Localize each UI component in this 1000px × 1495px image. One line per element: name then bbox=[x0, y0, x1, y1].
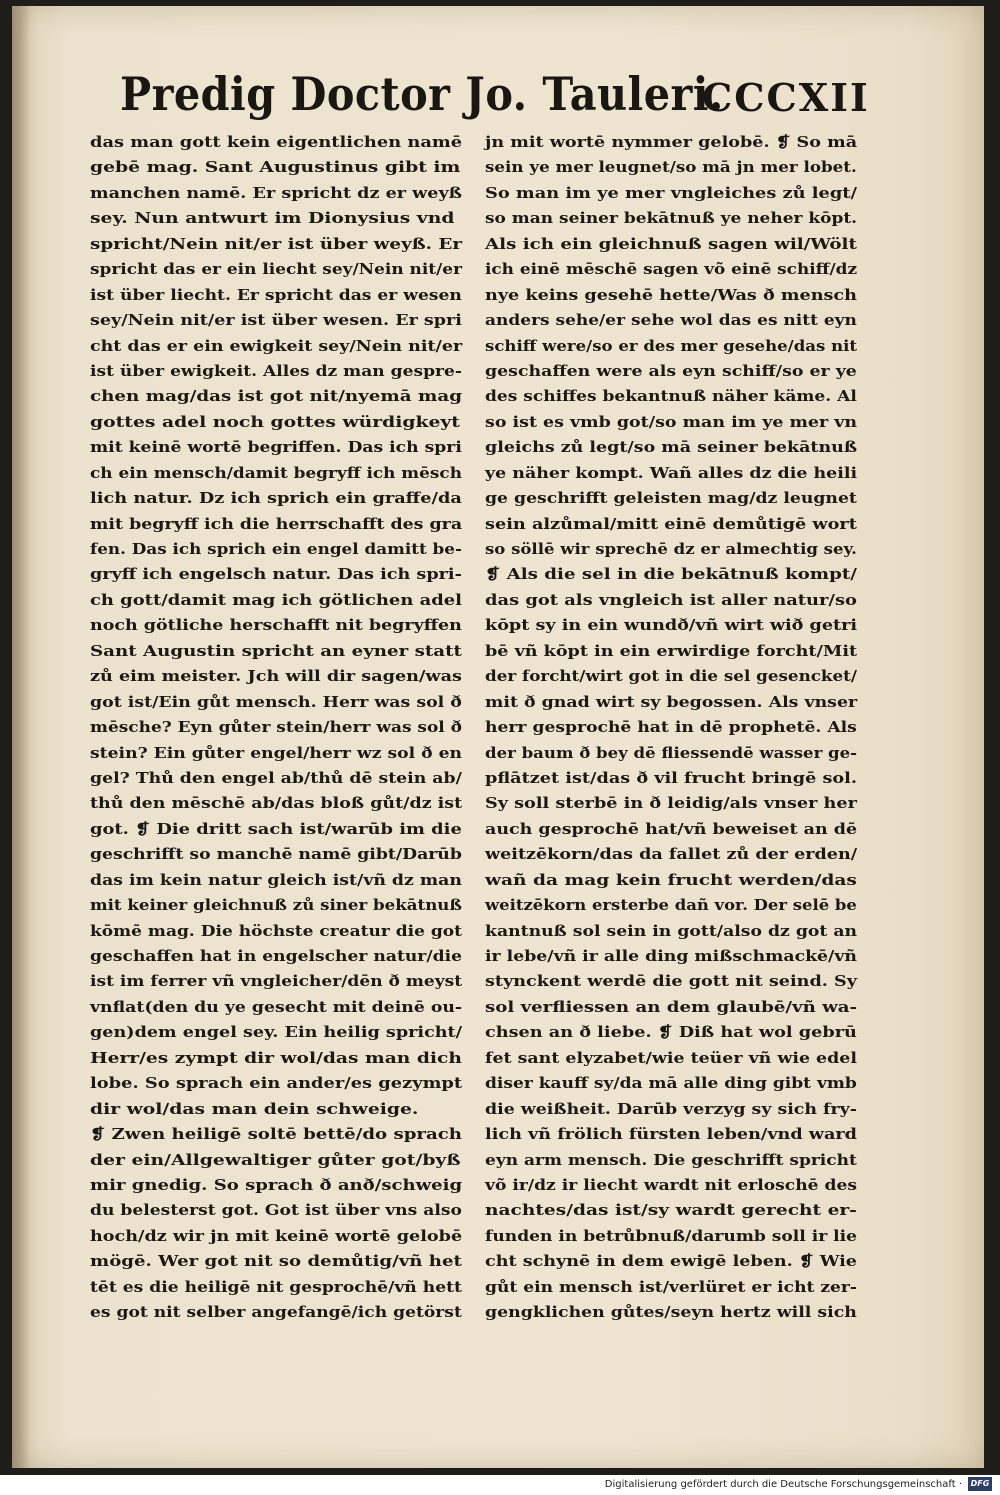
text-line: fen. Das ich sprich ein engel damitt be- bbox=[90, 540, 462, 558]
text-line: sey/Nein nit/er ist über wesen. Er spri bbox=[90, 311, 462, 330]
text-line: manchen namē. Er spricht dz er weyß bbox=[90, 183, 463, 202]
text-line: lobe. So sprach ein ander/es gezympt bbox=[90, 1074, 463, 1093]
text-line: hoch/dz wir jn mit keinē wortē gelobē bbox=[90, 1226, 463, 1245]
text-line: chen mag/das ist got nit/nyemā mag bbox=[90, 387, 462, 406]
text-line: nachtes/das ist/sy wardt gerecht er- bbox=[485, 1201, 857, 1220]
text-column-left bbox=[90, 130, 466, 1326]
text-line: du belesterst got. Got ist über vns also bbox=[90, 1201, 462, 1220]
text-line: ch ein mensch/damit begryff ich mēsch bbox=[90, 463, 463, 482]
text-line: das got als vngleich ist aller natur/so bbox=[485, 590, 857, 609]
text-line: geschaffen were als eyn schiff/so er ye bbox=[485, 361, 857, 380]
text-line: jn mit wortē nymmer gelobē. ❡ So mā bbox=[485, 133, 858, 151]
text-line: tēt es die heiligē nit gesprochē/vñ hett bbox=[90, 1277, 462, 1296]
text-line: es got nit selber angefangē/ich getörst bbox=[90, 1303, 462, 1322]
text-line: cht schynē in dem ewigē leben. ❡ Wie bbox=[485, 1252, 857, 1271]
text-line: gen)dem engel sey. Ein heilig spricht/ bbox=[90, 1023, 463, 1042]
text-line: got ist/Ein gůt mensch. Herr was sol ð bbox=[90, 692, 462, 711]
text-line: mir gnedig. So sprach ð anð/schweig bbox=[90, 1175, 463, 1194]
text-line: stein? Ein gůter engel/herr wz sol ð en bbox=[90, 743, 463, 762]
text-line: kantnuß sol sein in gott/also dz got an bbox=[485, 921, 858, 940]
text-line: diser kauff sy/da mā alle ding gibt vmb bbox=[485, 1074, 857, 1093]
text-line: geschrifft so manchē namē gibt/Darūb bbox=[90, 845, 462, 864]
text-line: sein alzůmal/mitt einē demůtigē wort bbox=[485, 514, 857, 533]
text-line: thů den mēschē ab/das bloß gůt/dz ist bbox=[90, 794, 463, 813]
text-line: gel? Thů den engel ab/thů dē stein ab/ bbox=[90, 768, 462, 787]
text-line: ❡ Zwen heiligē soltē bettē/do sprach bbox=[90, 1125, 463, 1144]
text-line: kōpt sy in ein wundð/vñ wirt wið getri bbox=[485, 616, 858, 635]
digitization-footer bbox=[0, 1475, 1000, 1495]
text-line: der baum ð bey dē fliessendē wasser ge- bbox=[485, 743, 858, 762]
text-line: gleichs zů legt/so mā seiner bekātnuß bbox=[485, 438, 858, 457]
text-line: eyn arm mensch. Die geschrifft spricht bbox=[485, 1150, 857, 1169]
text-line: so ist es vmb got/so man im ye mer vn bbox=[485, 412, 858, 431]
text-line: geschaffen hat in engelscher natur/die bbox=[90, 947, 462, 965]
text-line: lich natur. Dz ich sprich ein graffe/da bbox=[90, 489, 462, 508]
text-line: spricht das er ein liecht sey/Nein nit/er bbox=[90, 260, 463, 279]
text-column-right bbox=[485, 130, 861, 1326]
text-line: das im kein natur gleich ist/vñ dz man bbox=[90, 870, 462, 889]
text-line: gottes adel noch gottes würdigkeyt bbox=[90, 412, 460, 431]
folio-number: CCCXII bbox=[702, 75, 870, 120]
text-line: die weißheit. Darūb verzyg sy sich fry- bbox=[485, 1099, 857, 1118]
text-line: ir lebe/vñ ir alle ding mißschmackē/vñ bbox=[485, 947, 857, 965]
text-line: got. ❡ Die dritt sach ist/warūb im die bbox=[90, 819, 462, 838]
text-line: pflātzet ist/das ð vil frucht bringē sol. bbox=[485, 768, 857, 787]
text-line: ich einē mēschē sagen võ einē schiff/dz bbox=[485, 260, 858, 279]
text-line: weitzēkorn/das da fallet zů der erden/ bbox=[485, 845, 858, 864]
text-line: ch gott/damit mag ich götlichen adel bbox=[90, 590, 462, 609]
text-line: so söllē wir sprechē dz er almechtig sey. bbox=[485, 540, 857, 558]
text-line: mēsche? Eyn gůter stein/herr was sol ð bbox=[90, 718, 462, 737]
text-line: nye keins gesehē hette/Was ð mensch bbox=[485, 285, 857, 304]
text-line: spricht/Nein nit/er ist über weyß. Er bbox=[90, 234, 463, 253]
text-line: gryff ich engelsch natur. Das ich spri- bbox=[90, 565, 462, 584]
text-line: bē vñ kōpt in ein erwirdige forcht/Mit bbox=[485, 641, 858, 660]
text-line: auch gesprochē hat/vñ beweiset an dē bbox=[485, 819, 858, 838]
text-line: So man im ye mer vngleiches zů legt/ bbox=[485, 183, 858, 202]
text-line: des schiffes bekantnuß näher käme. Al bbox=[485, 387, 857, 406]
text-line: der ein/Allgewaltiger gůter got/byß bbox=[90, 1150, 461, 1169]
text-line: Sy soll sterbē in ð leidig/als vnser her bbox=[485, 794, 857, 813]
text-line: stynckent werdē die gott nit seind. Sy bbox=[485, 972, 857, 991]
text-line: weitzēkorn ersterbe dañ vor. Der selē be bbox=[485, 896, 857, 915]
text-line: ist über liecht. Er spricht das er wesen bbox=[90, 285, 462, 304]
text-line: gůt ein mensch ist/verlüret er icht zer- bbox=[485, 1277, 858, 1296]
text-line: noch götliche herschafft nit begryffen bbox=[90, 616, 462, 635]
text-line: chsen an ð liebe. ❡ Diß hat wol gebrū bbox=[485, 1023, 857, 1042]
text-line: ❡ Als die sel in die bekātnuß kompt/ bbox=[485, 565, 857, 584]
text-line: sey. Nun antwurt im Dionysius vnd bbox=[90, 209, 455, 228]
text-line: anders sehe/er sehe wol das es nitt eyn bbox=[485, 311, 857, 330]
text-line: kōmē mag. Die höchste creatur die got bbox=[90, 921, 463, 940]
text-line: herr gesprochē hat in dē prophetē. Als bbox=[485, 718, 857, 737]
text-line: so man seiner bekātnuß ye neher kōpt. bbox=[485, 209, 858, 228]
text-line: vnflat(den du ye gesecht mit deinē ou- bbox=[90, 997, 463, 1016]
text-line: lich vñ frölich fürsten leben/vnd ward bbox=[485, 1125, 857, 1144]
text-line: wañ da mag kein frucht werden/das bbox=[485, 870, 857, 889]
text-line: der forcht/wirt got in die sel gesencket/ bbox=[485, 667, 858, 686]
text-line: mit keiner gleichnuß zů siner bekātnuß bbox=[90, 896, 463, 915]
text-line: ge geschrifft geleisten mag/dz leugnet bbox=[485, 489, 857, 508]
text-line: ye näher kompt. Wañ alles dz die heili bbox=[485, 463, 858, 482]
page-gutter-shadow bbox=[12, 6, 30, 1468]
text-line: ist im ferrer vñ vngleicher/dēn ð meyst bbox=[90, 972, 463, 991]
funding-note: Digitalisierung gefördert durch die Deutsche Forschungsgemeinschaft · bbox=[604, 1479, 962, 1490]
text-line: gebē mag. Sant Augustinus gibt im bbox=[90, 158, 461, 177]
text-line: ist über ewigkeit. Alles dz man gespre- bbox=[90, 361, 462, 380]
text-line: mit ð gnad wirt sy begossen. Als vnser bbox=[485, 692, 858, 711]
text-line: gengklichen gůtes/seyn hertz will sich bbox=[485, 1303, 857, 1322]
running-title: Predig Doctor Jo. Tauleri. bbox=[120, 67, 724, 121]
dfg-logo-icon: DFG bbox=[968, 1477, 992, 1491]
book-page bbox=[12, 6, 984, 1468]
text-line: cht das er ein ewigkeit sey/Nein nit/er bbox=[90, 336, 463, 355]
text-line: mögē. Wer got nit so demůtig/vñ het bbox=[90, 1252, 462, 1271]
text-line: mit keinē wortē begriffen. Das ich spri bbox=[90, 438, 462, 457]
text-line: fet sant elyzabet/wie teüer vñ wie edel bbox=[485, 1048, 857, 1067]
text-line: Sant Augustin spricht an eyner statt bbox=[90, 641, 462, 660]
text-line: sein ye mer leugnet/so mā jn mer lobet. bbox=[485, 158, 857, 177]
text-line: sol verfliessen an dem glaubē/vñ wa- bbox=[485, 997, 858, 1016]
text-line: võ ir/dz ir liecht wardt nit erloschē des bbox=[485, 1175, 857, 1194]
text-line: mit begryff ich die herrschafft des gra bbox=[90, 514, 463, 533]
text-line: funden in betrůbnuß/darumb soll ir lie bbox=[485, 1226, 858, 1245]
text-line: Als ich ein gleichnuß sagen wil/Wölt bbox=[485, 234, 857, 253]
text-line: das man gott kein eigentlichen namē bbox=[90, 133, 463, 151]
text-line: Herr/es zympt dir wol/das man dich bbox=[90, 1048, 462, 1067]
text-line: schiff were/so er des mer gesehe/das nit bbox=[485, 336, 858, 355]
text-line: dir wol/das man dein schweige. bbox=[90, 1099, 419, 1118]
text-line: zů eim meister. Jch will dir sagen/was bbox=[90, 667, 462, 686]
